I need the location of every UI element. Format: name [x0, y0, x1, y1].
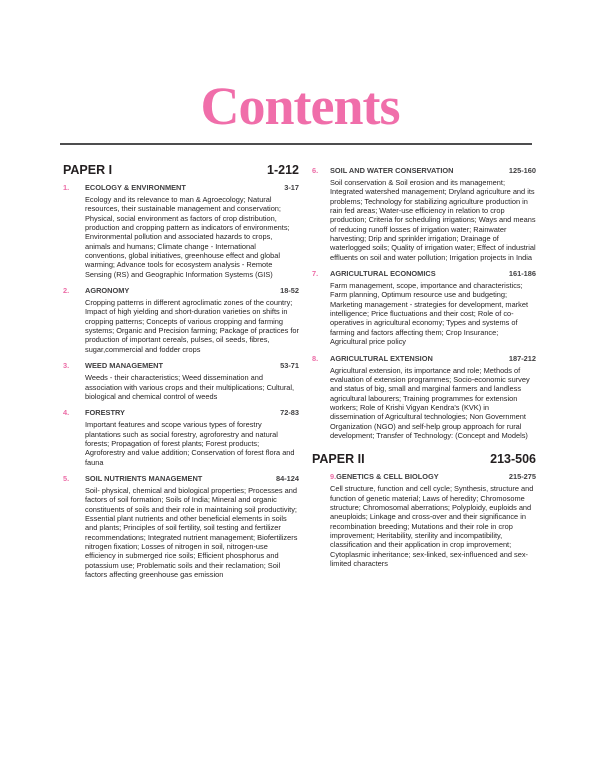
- title-divider: [60, 143, 532, 145]
- section-page-range: 161-186: [508, 269, 536, 279]
- section-topics: Cropping patterns in different agroclimatic zones of the country; Impact of high yielding and short-duration varieties on shifts in cropping patterns; Concepts of various cropping and farming systems; Organic and Precision farming; Package of practices for production of important cereals, pulses, oil seeds, fibres, sugar,commercial and fodder crops: [85, 298, 300, 354]
- section-topics: Soil- physical, chemical and biological properties; Processes and factors of soil formation; Soils of India; Mineral and organic constituents of soils and their role in maintaining soil productivity; Essential plant nutrients and other beneficial elements in soils and plants; Principles of soil fertility, soil testing and fertilizer recommendations; Integrated nutrient management; Biofertilizers nitrogen fixation; Losses of nitrogen in soil, nitrogen-use efficiency in submerged rice soils; Efficient phosphorus and potassium use; Problematic soils and their reclamation; Soil factors affecting greenhouse gas emission: [85, 485, 298, 579]
- paper-page-range: 213-506: [490, 452, 536, 467]
- paper-heading: [312, 452, 536, 466]
- toc-section[interactable]: [312, 472, 536, 568]
- toc-section[interactable]: [312, 269, 536, 346]
- section-page-range: 3-17: [284, 183, 299, 192]
- paper-title: PAPER I: [63, 163, 113, 177]
- section-title[interactable]: ECOLOGY & ENVIRONMENT: [85, 183, 186, 192]
- paper-heading: [63, 163, 299, 177]
- section-topics: Important features and scope various types of forestry plantations such as social forestry, agroforestry and natural forests; Propagation of forest plants; Forest products; Agroforestry and value addition; Conservation of forest flora and fauna: [85, 420, 295, 467]
- section-title[interactable]: SOIL NUTRIENTS MANAGEMENT: [85, 473, 203, 483]
- toc-section[interactable]: [63, 183, 299, 279]
- section-heading[interactable]: [63, 286, 299, 295]
- section-title[interactable]: SOIL AND WATER CONSERVATION: [330, 166, 454, 175]
- section-page-range: 18-52: [280, 286, 299, 296]
- page-title: Contents: [200, 76, 400, 136]
- toc-section[interactable]: [312, 354, 536, 441]
- section-topics: Farm management, scope, importance and characteristics; Farm planning, Optimum resource use and budgeting; Marketing management - strategies for development, market intelligence; Price fluctuations and their cost; Role of co-operatives in agricultural economy; Types and systems of farming and factors affecting them; Crop Insurance; Agricultural price policy: [330, 281, 528, 347]
- section-number: 4.: [63, 408, 70, 418]
- toc-section[interactable]: [63, 286, 299, 354]
- section-topics: Ecology and its relevance to man & Agroecology; Natural resources, their sustainable management and conservation; Physical, social environment as factors of crop distribution, production and cropping pattern as indicators of environments; Environmental pollution and associated hazards to crops, animals and humans; Climate change - International conventions, global initiatives, greenhouse effect and global warming; Advance tools for ecosystem analysis - Remote Sensing (RS) and Geographic Information Systems (GIS): [85, 195, 290, 279]
- section-heading[interactable]: [312, 166, 536, 175]
- section-number: 6.: [312, 166, 319, 175]
- section-number: 1.: [63, 183, 70, 192]
- section-title[interactable]: FORESTRY: [85, 408, 125, 418]
- section-page-range: 125-160: [508, 166, 536, 175]
- section-heading[interactable]: [63, 361, 299, 370]
- left-column: [63, 163, 299, 586]
- paper-title: PAPER II: [312, 452, 365, 467]
- section-topics: Weeds - their characteristics; Weed dissemination and association with various crops and their multiplications; Cultural, biological and chemical control of weeds: [85, 373, 295, 401]
- toc-section[interactable]: [63, 408, 299, 467]
- section-number: 2.: [63, 286, 70, 296]
- toc-section[interactable]: [63, 474, 299, 579]
- section-number: 8.: [312, 353, 319, 363]
- section-title[interactable]: AGRICULTURAL EXTENSION: [330, 353, 433, 363]
- section-heading[interactable]: [312, 472, 536, 481]
- section-page-range: 72-83: [280, 408, 299, 418]
- section-page-range: 84-124: [275, 473, 299, 483]
- paper-two-block: [312, 452, 536, 568]
- section-title[interactable]: AGRICULTURAL ECONOMICS: [330, 269, 436, 279]
- section-topics: Cell structure, function and cell cycle; Synthesis, structure and function of genetic material; Laws of heredity; Chromosome structure; Chromosomal aberrations; Polyploidy, euploids and aneuploids; Linkage and cross-over and their significance in recombination breeding; Mutations and their role in crop improvement; Heritability, sterility and incompatibility, classification and their application in crop improvement; Cytoplasmic inheritance; sex-linked, sex-influenced and sex-limited characters: [330, 484, 534, 568]
- section-number: 7.: [312, 269, 319, 279]
- section-topics: Agricultural extension, its importance and role; Methods of evaluation of extension programmes; Socio-economic survey and status of big, small and marginal farmers and landless agricultural labourers; Training programmes for extension workers; Role of Krishi Vigyan Kendra's (KVK) in dissemination of Agricultural technologies; Non Government Organization (NGO) and self-help group approach for rural development; Transfer of Technology: (Concept and Models): [330, 365, 530, 440]
- section-heading[interactable]: [63, 408, 299, 417]
- toc-section[interactable]: [312, 166, 536, 262]
- paper-page-range: 1-212: [267, 163, 299, 177]
- section-heading[interactable]: [312, 269, 536, 278]
- section-title[interactable]: WEED MANAGEMENT: [85, 361, 164, 371]
- section-heading[interactable]: [312, 354, 536, 363]
- section-topics: Soil conservation & Soil erosion and its management; Integrated watershed management; Dryland agriculture and its problems; Technology for stabilizing agriculture production in rain fed areas; Water-use efficiency in relation to crop production; Criteria for scheduling irrigations; Ways and means of reducing runoff losses of irrigation water; Rainwater harvesting; Drip and sprinkler irrigation; Drainage of waterlogged soils; Quality of irrigation water; Effect of industrial effluents on soil and water pollution; Irrigation projects in India: [330, 178, 536, 262]
- section-page-range: 187-212: [508, 353, 536, 363]
- section-page-range: 215-275: [508, 472, 536, 482]
- section-title[interactable]: GENETICS & CELL BIOLOGY: [336, 472, 439, 482]
- section-page-range: 53-71: [280, 361, 299, 371]
- section-number: 3.: [63, 361, 70, 371]
- section-number: 9.: [330, 472, 337, 482]
- section-heading[interactable]: [63, 183, 299, 192]
- toc-section[interactable]: [63, 361, 299, 401]
- section-title[interactable]: AGRONOMY: [85, 286, 130, 296]
- right-column: [312, 166, 536, 575]
- section-heading[interactable]: [63, 474, 299, 483]
- section-number: 5.: [63, 473, 70, 483]
